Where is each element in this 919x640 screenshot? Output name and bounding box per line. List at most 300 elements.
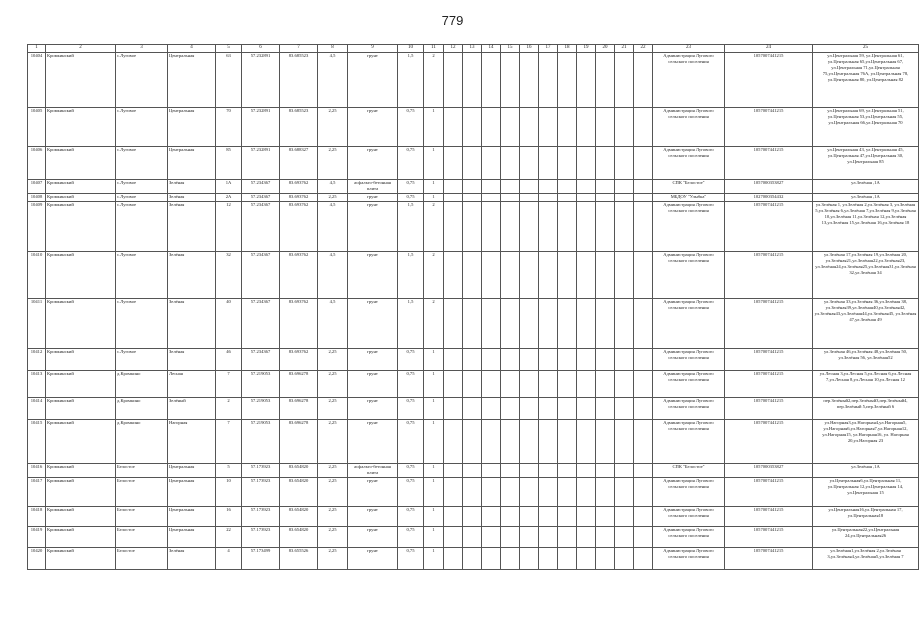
table-cell <box>577 420 596 464</box>
table-cell: 57.173923 <box>242 464 280 478</box>
table-cell: 4 <box>216 548 242 570</box>
table-cell: Кромкинский <box>46 420 116 464</box>
table-cell <box>596 194 615 202</box>
table-cell <box>634 464 653 478</box>
table-cell <box>501 147 520 180</box>
table-cell: 10407 <box>28 180 46 194</box>
table-cell: Кромкинский <box>46 299 116 349</box>
column-number: 6 <box>242 45 280 53</box>
table-cell: Центральная <box>168 108 216 147</box>
table-cell <box>634 527 653 548</box>
table-cell <box>444 108 463 147</box>
table-cell <box>558 202 577 252</box>
table-cell: Администрация Лугового сельского поселения <box>653 53 725 108</box>
table-row <box>28 53 919 108</box>
table-cell: грунт <box>348 527 398 548</box>
page-number: 779 <box>441 13 464 28</box>
table-cell <box>634 371 653 398</box>
table-cell: 4,5 <box>318 202 348 252</box>
table-cell: 83.655526 <box>280 548 318 570</box>
table-cell: 2,25 <box>318 398 348 420</box>
table-cell <box>444 202 463 252</box>
table-cell: грунт <box>348 349 398 371</box>
table-cell: 85 <box>216 147 242 180</box>
table-cell <box>539 420 558 464</box>
table-cell: Зелёная <box>168 349 216 371</box>
table-cell <box>463 202 482 252</box>
table-cell: Центральная <box>168 53 216 108</box>
table-cell: 57.234367 <box>242 299 280 349</box>
table-cell: 0,75 <box>398 464 424 478</box>
table-cell <box>444 53 463 108</box>
table-cell <box>577 464 596 478</box>
table-cell <box>482 527 501 548</box>
table-cell <box>577 349 596 371</box>
table-cell <box>444 147 463 180</box>
table-cell: грунт <box>348 53 398 108</box>
table-cell <box>501 108 520 147</box>
table-cell: д.Кромкино <box>116 371 168 398</box>
table-cell: Зелёная <box>168 299 216 349</box>
table-cell <box>539 202 558 252</box>
table-cell <box>634 420 653 464</box>
table-cell: 1,5 <box>398 53 424 108</box>
table-cell: Кромкинский <box>46 180 116 194</box>
column-number: 9 <box>348 45 398 53</box>
table-cell <box>501 548 520 570</box>
table-cell: 2,25 <box>318 548 348 570</box>
table-cell <box>482 371 501 398</box>
table-cell <box>482 398 501 420</box>
table-cell: д.Кромкино <box>116 420 168 464</box>
table-cell: 0,75 <box>398 147 424 180</box>
table-cell: 57.234367 <box>242 202 280 252</box>
table-cell: 1057007441215 <box>725 548 813 570</box>
table-cell <box>596 147 615 180</box>
table-cell <box>501 478 520 507</box>
table-row <box>28 202 919 252</box>
table-cell: грунт <box>348 252 398 299</box>
table-cell <box>444 349 463 371</box>
table-cell: Администрация Лугового сельского поселения <box>653 202 725 252</box>
table-cell <box>444 420 463 464</box>
table-cell <box>539 349 558 371</box>
table-cell <box>482 420 501 464</box>
table-cell <box>558 147 577 180</box>
table-cell: с.Луговое <box>116 194 168 202</box>
table-cell: с.Луговое <box>116 147 168 180</box>
table-cell: Кромкинский <box>46 507 116 527</box>
table-cell: 7 <box>216 371 242 398</box>
table-cell <box>577 108 596 147</box>
table-cell: Зелёная <box>168 252 216 299</box>
table-cell: 0,75 <box>398 420 424 464</box>
table-cell: Зелёная <box>168 202 216 252</box>
table-cell: 5 <box>216 464 242 478</box>
table-cell: 2,25 <box>318 527 348 548</box>
column-number: 24 <box>725 45 813 53</box>
table-cell: 1057007441215 <box>725 252 813 299</box>
table-cell <box>596 398 615 420</box>
column-number: 5 <box>216 45 242 53</box>
table-cell <box>444 527 463 548</box>
table-cell: 2,25 <box>318 420 348 464</box>
table-cell <box>463 299 482 349</box>
table-cell <box>596 53 615 108</box>
table-cell: 83.696278 <box>280 398 318 420</box>
table-cell <box>501 349 520 371</box>
table-cell: Кромкинский <box>46 252 116 299</box>
table-cell <box>558 349 577 371</box>
table-cell: 83.685523 <box>280 53 318 108</box>
table-cell <box>577 180 596 194</box>
table-cell <box>482 147 501 180</box>
table-cell: с.Луговое <box>116 299 168 349</box>
table-cell <box>558 371 577 398</box>
table-cell <box>444 252 463 299</box>
table-cell <box>539 194 558 202</box>
table-cell: 2 <box>424 53 444 108</box>
table-cell <box>520 371 539 398</box>
table-cell: 2,25 <box>318 371 348 398</box>
table-cell <box>558 398 577 420</box>
table-cell <box>539 478 558 507</box>
table-cell <box>596 252 615 299</box>
table-cell: 1,5 <box>398 299 424 349</box>
table-cell <box>615 147 634 180</box>
table-cell: 0,75 <box>398 548 424 570</box>
table-cell <box>615 478 634 507</box>
table-cell: СПК "Белостое" <box>653 180 725 194</box>
table-cell: 83.696278 <box>280 420 318 464</box>
table-cell: 57.234367 <box>242 180 280 194</box>
table-row <box>28 252 919 299</box>
table-cell: 1057000353827 <box>725 180 813 194</box>
table-cell: 0,75 <box>398 527 424 548</box>
table-cell: 10409 <box>28 202 46 252</box>
table-cell: Кромкинский <box>46 371 116 398</box>
table-cell: 57.232891 <box>242 53 280 108</box>
table-cell: 10411 <box>28 299 46 349</box>
table-cell: грунт <box>348 420 398 464</box>
table-cell <box>558 548 577 570</box>
table-cell: 1057007441215 <box>725 108 813 147</box>
table-cell <box>634 180 653 194</box>
table-cell: 1057007441215 <box>725 507 813 527</box>
table-cell: 2 <box>424 252 444 299</box>
table-cell <box>539 398 558 420</box>
table-cell: 83.696278 <box>280 371 318 398</box>
table-cell <box>558 478 577 507</box>
table-cell <box>520 147 539 180</box>
table-cell: ул.Зелёная 1, ул.Зелёная 2,ул.Зелёная 3, ул.Зелёная 5,ул.Зелёная 6,ул.Зелёная 7,ул.Зелёная 9,ул.Зелёная 10,ул.Зелёная 11,ул.Зелёная 12,ул.Зелёная 13,ул.Зелёная 15,ул.Зелёная 16,ул.Зелёная 18 <box>813 202 919 252</box>
table-cell: 83.693762 <box>280 202 318 252</box>
table-cell <box>463 147 482 180</box>
table-cell: Зелёная <box>168 194 216 202</box>
table-cell <box>558 194 577 202</box>
table-cell: ул.Центральная 69, ул.Центральная 51, ул.Центральная 53,ул.Центральная 55, ул.Центральная 66,ул.Центральная 70 <box>813 108 919 147</box>
table-cell: ул.Центральная 43, ул.Центральная 45, ул.Центральная 47,ул.Центральная 30, ул.Центральная 85 <box>813 147 919 180</box>
table-cell: 2,25 <box>318 194 348 202</box>
table-cell: Администрация Лугового сельского поселения <box>653 527 725 548</box>
table-cell: 10420 <box>28 548 46 570</box>
table-cell: 1 <box>424 507 444 527</box>
table-cell: Белостое <box>116 478 168 507</box>
table-cell <box>482 507 501 527</box>
column-number: 16 <box>520 45 539 53</box>
table-cell: Кромкинский <box>46 464 116 478</box>
table-cell: 2 <box>424 202 444 252</box>
table-cell <box>539 371 558 398</box>
table-cell <box>482 53 501 108</box>
column-number: 25 <box>813 45 919 53</box>
table-cell: 4,5 <box>318 252 348 299</box>
table-cell <box>596 464 615 478</box>
table-cell <box>634 548 653 570</box>
column-number: 2 <box>46 45 116 53</box>
table-cell <box>501 464 520 478</box>
table-cell <box>444 194 463 202</box>
column-number: 1 <box>28 45 46 53</box>
table-cell: грунт <box>348 548 398 570</box>
table-cell: 32 <box>216 252 242 299</box>
table-cell <box>577 527 596 548</box>
table-cell: Администрация Лугового сельского поселения <box>653 507 725 527</box>
table-cell: 10410 <box>28 252 46 299</box>
table-cell: 0,75 <box>398 398 424 420</box>
table-cell <box>482 478 501 507</box>
column-number: 19 <box>577 45 596 53</box>
table-cell <box>444 398 463 420</box>
table-cell: грунт <box>348 371 398 398</box>
table-cell <box>501 398 520 420</box>
table-cell: ул.Центральная6,ул.Центральная 11, ул.Центральная 12,ул.Центральная 14, ул.Центральная 15 <box>813 478 919 507</box>
table-cell <box>558 420 577 464</box>
table-cell: 83.693762 <box>280 194 318 202</box>
table-row <box>28 349 919 371</box>
table-cell <box>463 464 482 478</box>
table-cell <box>520 398 539 420</box>
table-cell: 12 <box>216 202 242 252</box>
table-cell: с.Луговое <box>116 108 168 147</box>
table-cell <box>501 371 520 398</box>
table-cell: Администрация Лугового сельского поселения <box>653 420 725 464</box>
table-cell: с.Луговое <box>116 202 168 252</box>
table-cell: с.Луговое <box>116 349 168 371</box>
table-cell: 83.654820 <box>280 478 318 507</box>
table-cell: 7 <box>216 420 242 464</box>
table-cell: 1057007441215 <box>725 371 813 398</box>
table-cell: 1057007441215 <box>725 349 813 371</box>
table-cell: 83.693762 <box>280 299 318 349</box>
table-cell <box>615 398 634 420</box>
table-cell <box>520 464 539 478</box>
table-cell <box>615 194 634 202</box>
table-cell <box>463 507 482 527</box>
table-cell <box>596 299 615 349</box>
table-cell <box>577 147 596 180</box>
table-cell: Администрация Лугового сельского поселения <box>653 398 725 420</box>
table-cell <box>596 180 615 194</box>
table-cell: с.Луговое <box>116 53 168 108</box>
table-cell: с.Луговое <box>116 252 168 299</box>
table-row <box>28 147 919 180</box>
table-cell <box>520 548 539 570</box>
table-cell <box>558 180 577 194</box>
table-cell <box>520 507 539 527</box>
table-cell <box>577 548 596 570</box>
table-cell: грунт <box>348 398 398 420</box>
table-cell: Белостое <box>116 527 168 548</box>
table-cell: 4,5 <box>318 180 348 194</box>
table-cell: 0,75 <box>398 371 424 398</box>
table-cell <box>463 53 482 108</box>
table-cell <box>634 507 653 527</box>
table-cell: Кромкинский <box>46 53 116 108</box>
table-cell: 2 <box>424 299 444 349</box>
table-row <box>28 371 919 398</box>
table-cell: 1 <box>424 464 444 478</box>
table-cell: 1057007441215 <box>725 147 813 180</box>
table-cell: асфальто-бетонная плита <box>348 464 398 478</box>
table-cell: Центральная <box>168 147 216 180</box>
table-cell: грунт <box>348 478 398 507</box>
table-cell: 2,25 <box>318 507 348 527</box>
table-cell <box>615 252 634 299</box>
table-cell: Администрация Лугового сельского поселения <box>653 371 725 398</box>
table-cell: ул.Центральная22,ул.Центральная 24,ул.Центральная26 <box>813 527 919 548</box>
table-cell: 16 <box>216 507 242 527</box>
table-cell: 10418 <box>28 507 46 527</box>
table-cell: 1 <box>424 349 444 371</box>
table-cell: Администрация Лугового сельского поселения <box>653 299 725 349</box>
table-cell <box>615 464 634 478</box>
table-cell <box>634 349 653 371</box>
table-cell: грунт <box>348 202 398 252</box>
table-cell <box>501 53 520 108</box>
table-cell: 40 <box>216 299 242 349</box>
table-cell <box>615 349 634 371</box>
table-cell: 57.234367 <box>242 194 280 202</box>
table-row <box>28 548 919 570</box>
table-cell: 1 <box>424 527 444 548</box>
table-cell: Центральная <box>168 478 216 507</box>
table-cell: 57.234367 <box>242 349 280 371</box>
table-cell: 0,75 <box>398 108 424 147</box>
table-cell <box>577 398 596 420</box>
table-cell <box>444 507 463 527</box>
table-cell <box>634 252 653 299</box>
table-cell: Белостое <box>116 507 168 527</box>
table-cell <box>615 507 634 527</box>
column-number: 11 <box>424 45 444 53</box>
table-cell: 2,25 <box>318 478 348 507</box>
table-cell: 10404 <box>28 53 46 108</box>
table-cell: ул.Зелёная ,1А <box>813 464 919 478</box>
table-cell: 10 <box>216 478 242 507</box>
table-cell <box>520 108 539 147</box>
table-cell: 1 <box>424 180 444 194</box>
table-cell <box>463 108 482 147</box>
table-cell <box>577 299 596 349</box>
table-cell <box>501 527 520 548</box>
table-cell <box>577 252 596 299</box>
table-cell <box>577 53 596 108</box>
table-cell <box>596 507 615 527</box>
table-row <box>28 398 919 420</box>
column-number: 3 <box>116 45 168 53</box>
table-cell <box>520 180 539 194</box>
table-cell: 1057007441215 <box>725 420 813 464</box>
table-cell <box>463 252 482 299</box>
table-cell: СПК "Белостое" <box>653 464 725 478</box>
table-cell: Администрация Лугового сельского поселения <box>653 478 725 507</box>
table-cell: 57.232891 <box>242 147 280 180</box>
table-cell <box>482 464 501 478</box>
table-cell: 4,5 <box>318 299 348 349</box>
table-row <box>28 299 919 349</box>
register-table <box>27 44 919 570</box>
column-number: 20 <box>596 45 615 53</box>
table-cell <box>463 548 482 570</box>
table-cell <box>615 299 634 349</box>
table-cell: 83.688327 <box>280 147 318 180</box>
table-cell: 4,5 <box>318 53 348 108</box>
table-cell <box>558 53 577 108</box>
table-cell <box>539 180 558 194</box>
table-cell <box>634 398 653 420</box>
table-cell: 1 <box>424 108 444 147</box>
table-cell: 83.693762 <box>280 180 318 194</box>
register-body <box>28 53 919 570</box>
table-cell: 83.693762 <box>280 349 318 371</box>
table-cell: Центральная <box>168 464 216 478</box>
table-cell <box>615 108 634 147</box>
table-cell <box>482 194 501 202</box>
table-cell: 10408 <box>28 194 46 202</box>
table-cell: Центральная <box>168 527 216 548</box>
table-cell <box>596 548 615 570</box>
table-cell: 10417 <box>28 478 46 507</box>
table-cell: 1057000353827 <box>725 464 813 478</box>
table-cell: 83.654820 <box>280 507 318 527</box>
table-cell <box>482 349 501 371</box>
table-cell: 2,25 <box>318 349 348 371</box>
table-cell: 10419 <box>28 527 46 548</box>
table-cell: Кромкинский <box>46 194 116 202</box>
table-cell <box>520 527 539 548</box>
table-cell <box>539 548 558 570</box>
table-cell: 57.219053 <box>242 398 280 420</box>
table-cell <box>596 478 615 507</box>
table-cell: Кромкинский <box>46 108 116 147</box>
table-cell <box>463 194 482 202</box>
table-cell: 1 <box>424 371 444 398</box>
table-cell: 63 <box>216 53 242 108</box>
table-cell: ул.Зелёная1,ул.Зелёная 2,ул.Зелёная 3,ул.Зелёная4,ул.Зелёная5,ул.Зелёная 7 <box>813 548 919 570</box>
table-cell <box>501 202 520 252</box>
table-cell <box>615 371 634 398</box>
table-cell <box>615 527 634 548</box>
table-cell: Администрация Лугового сельского поселения <box>653 252 725 299</box>
table-cell: Администрация Лугового сельского поселения <box>653 147 725 180</box>
table-row <box>28 507 919 527</box>
table-cell <box>539 252 558 299</box>
table-cell <box>539 299 558 349</box>
table-cell: ул.Зелёная 17,ул.Зелёная 19,ул.Зелёная 20, ул.Зелёная21,ул.Зелёная22,ул.Зелёная23, ул.Зелёная24,ул.Зелёная25,ул.Зелёная31,ул.Зелёная 32,ул.Зелёная 34 <box>813 252 919 299</box>
table-cell <box>520 420 539 464</box>
table-cell <box>444 548 463 570</box>
